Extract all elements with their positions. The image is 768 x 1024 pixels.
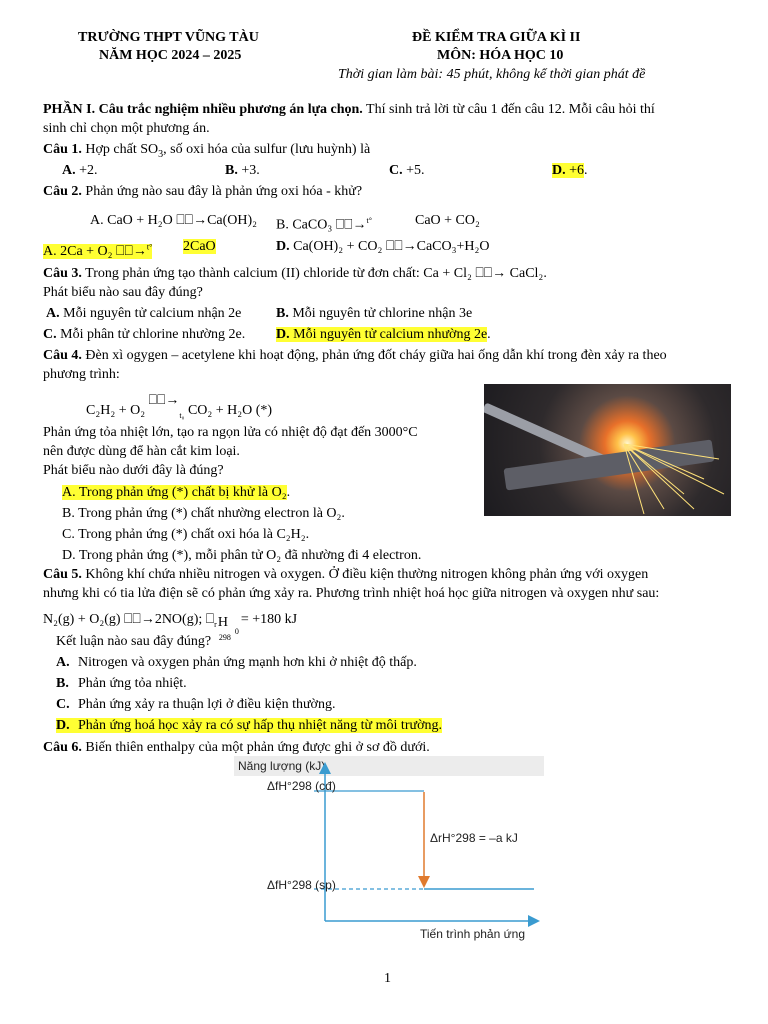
q3-text: Trong phản ứng tạo thành calcium (II) chloride từ đơn chất: Ca + Cl₂ ⎕⎕→ CaCl₂.	[81, 266, 547, 281]
exam-subject: MÔN: HÓA HỌC 10	[437, 48, 564, 63]
q3-c-text: Mỗi phân tử chlorine nhường 2e.	[56, 327, 246, 342]
q4-option-b[interactable]: B. Trong phản ứng (*) chất nhường electron là O₂.	[62, 506, 345, 521]
q3-option-d[interactable]	[276, 326, 491, 343]
q5-eq-text: N₂(g) + O₂(g) ⎕⎕→2NO(g); ⎕	[43, 612, 215, 627]
part1-instr2: sinh chỉ chọn một phương án.	[43, 121, 210, 136]
q2-option-a[interactable]: A. CaO + H₂O ⎕⎕→Ca(OH)₂	[90, 213, 258, 228]
q5-stem-1	[43, 566, 648, 583]
welding-photo	[484, 384, 731, 516]
q4-prompt: Phát biểu nào dưới đây là đúng?	[43, 463, 224, 478]
q5-num: Câu 5.	[43, 567, 82, 582]
diagram-ylabel: Năng lượng (kJ)	[238, 759, 326, 773]
q5-b-text: Phản ứng tỏa nhiệt.	[78, 676, 187, 691]
q3-prompt: Phát biểu nào sau đây đúng?	[43, 285, 203, 300]
q5-eq-zero: 0	[234, 627, 239, 636]
q5-option-a[interactable]	[56, 654, 417, 671]
school-year: NĂM HỌC 2024 – 2025	[99, 48, 242, 63]
q5-eq-298: 298	[218, 633, 231, 642]
q2-b-text: B. CaCO₃ ⎕⎕→	[276, 217, 367, 233]
q1-value-d: +6	[569, 163, 585, 178]
part1-instr1: Thí sinh trả lời từ câu 1 đến câu 12. Mỗi câu hỏi thí	[362, 102, 655, 117]
q3-c-label: C.	[43, 327, 57, 342]
q1-text2: , số oxi hóa của sulfur (lưu huỳnh) là	[163, 142, 371, 157]
q3-option-c[interactable]	[43, 326, 245, 343]
q2-option-b[interactable]	[276, 212, 372, 234]
q4-option-c[interactable]: C. Trong phản ứng (*) chất oxi hóa là C₂H₂.	[62, 527, 310, 542]
q2-option-c[interactable]	[43, 238, 152, 260]
q4-eq-temp: t₀	[179, 410, 185, 420]
q4-option-a[interactable]	[62, 484, 290, 501]
q3-d-text: Mỗi nguyên tử calcium nhường 2e	[289, 327, 488, 342]
q5-c-label: C.	[56, 697, 70, 712]
q2-d-text: Ca(OH)₂ + CO₂ ⎕⎕→CaCO₃+H₂O	[289, 239, 490, 254]
sparks-icon	[484, 384, 731, 516]
q5-eq-r: r	[214, 619, 217, 629]
q2-option-c-product	[183, 238, 216, 255]
q2-d-label: D.	[276, 239, 290, 254]
q3-option-a[interactable]	[46, 305, 241, 322]
school-name: TRƯỜNG THPT VŨNG TÀU	[78, 30, 259, 45]
q2-c-text: A. 2Ca + O₂ ⎕⎕→	[43, 243, 147, 259]
q2-option-b-products: CaO + CO₂	[415, 213, 480, 228]
diagram-delta-label: ΔrH°298 = –a kJ	[430, 831, 518, 845]
q6-num: Câu 6.	[43, 740, 82, 755]
q2-stem	[43, 183, 362, 200]
q5-a-label: A.	[56, 655, 70, 670]
diagram-reactant-label: ΔfH°298 (cđ)	[267, 779, 336, 793]
enthalpy-diagram	[234, 756, 544, 946]
part1-title: PHẦN I. Câu trắc nghiệm nhiều phương án lựa chọn.	[43, 102, 363, 117]
q4-para-2: nên được dùng để hàn cắt kim loại.	[43, 444, 240, 459]
q3-stem	[43, 265, 547, 282]
q4-para-1: Phản ứng tỏa nhiệt lớn, tạo ra ngọn lửa có nhiệt độ đạt đến 3000°C	[43, 425, 418, 440]
q2-c-temp: t°	[146, 242, 153, 251]
q1-label-d: D.	[552, 163, 566, 178]
q3-b-label: B.	[276, 306, 289, 321]
q6-text: Biến thiên enthalpy của một phản ứng được ghi ở sơ đồ dưới.	[81, 740, 430, 755]
q5-d-text: Phản ứng hoá học xảy ra có sự hấp thụ nhiệt năng từ môi trường.	[78, 718, 442, 733]
q4-eq-arrow: ⎕⎕→	[148, 393, 180, 408]
q5-eq-h: H	[217, 615, 228, 630]
q6-stem	[43, 739, 430, 756]
q4-a-dot: .	[286, 485, 291, 500]
q1-label-a: A.	[62, 163, 76, 178]
part1-instruction	[43, 101, 655, 118]
diagram-xlabel: Tiến trình phản ứng	[420, 927, 525, 941]
q1-sub: 3	[158, 148, 164, 160]
q4-text1: Đèn xì ogygen – acetylene khi hoạt động, phản ứng đốt cháy giữa hai ống dẫn khí trong đèn xảy ra theo	[81, 348, 667, 363]
q5-text1: Không khí chứa nhiều nitrogen và oxygen. Ở điều kiện thường nitrogen không phản ứng với oxygen	[81, 567, 649, 582]
q4-stem-1	[43, 347, 731, 364]
q3-option-b[interactable]	[276, 305, 472, 322]
q1-value-a: +2.	[79, 163, 98, 178]
q5-option-c[interactable]	[56, 696, 335, 713]
q4-eq-right: CO₂ + H₂O (*)	[187, 403, 273, 418]
exam-title: ĐỀ KIỂM TRA GIỮA KÌ II	[412, 30, 581, 45]
q5-d-label: D.	[56, 718, 70, 733]
q1-label-b: B.	[225, 163, 238, 178]
q1-text: Hợp chất SO	[81, 142, 159, 157]
q5-c-text: Phản ứng xảy ra thuận lợi ở điều kiện thường.	[78, 697, 336, 712]
diagram-product-label: ΔfH°298 (sp)	[267, 878, 336, 892]
q1-value-b: +3.	[241, 163, 260, 178]
q2-c-product-text: 2CaO	[183, 239, 216, 254]
page-number: 1	[384, 971, 391, 986]
q3-num: Câu 3.	[43, 266, 82, 281]
q1-option-c[interactable]	[389, 162, 425, 179]
q4-a-text: A. Trong phản ứng (*) chất bị khử là O₂	[62, 485, 287, 500]
q2-num: Câu 2.	[43, 184, 82, 199]
q3-dot: .	[487, 327, 491, 342]
q1-option-a[interactable]	[62, 162, 98, 179]
q3-a-label: A.	[46, 306, 60, 321]
q1-value-c: +5.	[406, 163, 425, 178]
q1-option-d[interactable]	[552, 162, 588, 179]
q4-stem-2: phương trình:	[43, 367, 120, 382]
q4-eq-left: C₂H₂ + O₂	[86, 403, 146, 418]
q3-d-label: D.	[276, 327, 290, 342]
q1-label-c: C.	[389, 163, 403, 178]
exam-time: Thời gian làm bài: 45 phút, không kể thời gian phát đề	[338, 67, 646, 82]
q1-option-b[interactable]	[225, 162, 260, 179]
q3-b-text: Mỗi nguyên tử chlorine nhận 3e	[288, 306, 473, 321]
q2-text: Phản ứng nào sau đây là phản ứng oxi hóa - khử?	[81, 184, 363, 199]
q3-a-text: Mỗi nguyên tử calcium nhận 2e	[59, 306, 242, 321]
q5-eq-value: = +180 kJ	[240, 612, 298, 627]
q2-option-d[interactable]	[276, 238, 490, 255]
q4-option-d[interactable]: D. Trong phản ứng (*), mỗi phân tử O₂ đã nhường đi 4 electron.	[62, 548, 422, 563]
q1-dot: .	[584, 163, 588, 178]
q5-stem-2: nhưng khi có tia lửa điện sẽ có phản ứng xảy ra. Phương trình nhiệt hoá học giữa nitrogen và oxygen như sau:	[43, 586, 660, 601]
q5-b-label: B.	[56, 676, 69, 691]
q1-stem	[43, 141, 370, 163]
q4-equation	[86, 393, 273, 424]
q1-num: Câu 1.	[43, 142, 82, 157]
q5-a-text: Nitrogen và oxygen phản ứng mạnh hơn khi ở nhiệt độ thấp.	[78, 655, 417, 670]
q2-b-temp: t°	[366, 216, 372, 225]
q5-prompt: Kết luận nào sau đây đúng?	[56, 634, 212, 649]
q5-option-b[interactable]	[56, 675, 187, 692]
q4-num: Câu 4.	[43, 348, 82, 363]
q5-option-d[interactable]	[56, 717, 442, 734]
